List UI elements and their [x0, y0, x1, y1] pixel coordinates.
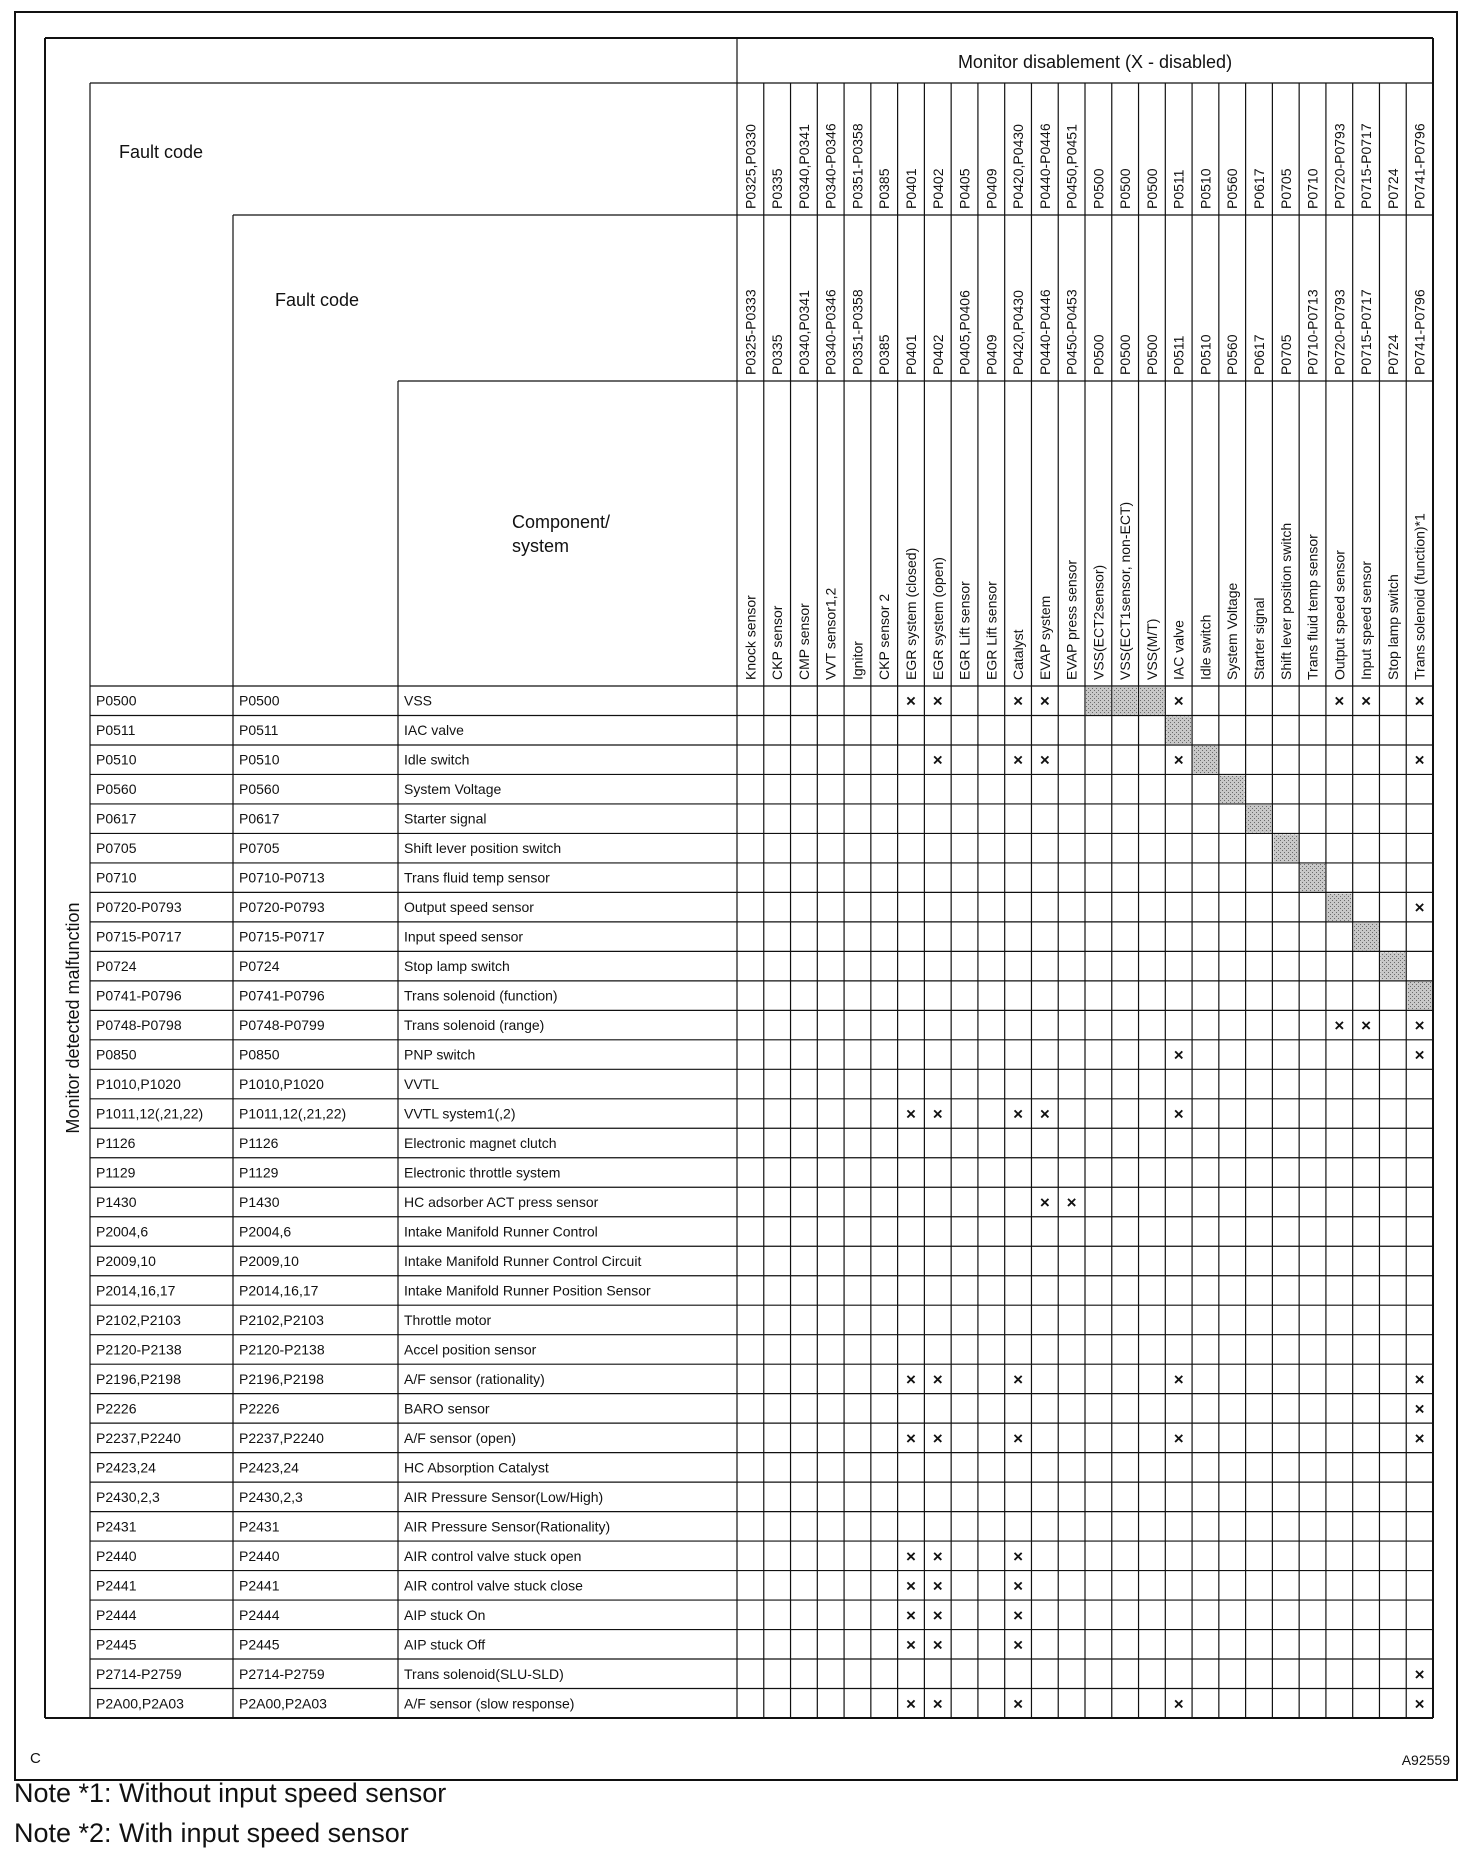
col-component-label: EGR system (closed)	[903, 547, 919, 680]
col-code2-label: P0617	[1251, 334, 1267, 375]
col-component-label: EVAP system	[1036, 595, 1053, 680]
disable-mark: ×	[1013, 691, 1024, 711]
col-code2-label: P0715-P0717	[1358, 289, 1375, 375]
disable-mark: ×	[1414, 898, 1425, 918]
figure-id: A92559	[1401, 1752, 1450, 1768]
row-code1: P0560	[96, 781, 137, 798]
disable-mark: ×	[906, 1635, 916, 1655]
col-code2-label: P0351-P0358	[849, 289, 866, 375]
col-code2-label: P0510	[1197, 334, 1214, 375]
note-1: Note *1: Without input speed sensor	[14, 1778, 447, 1808]
col-code2-label: P0325-P0333	[742, 289, 759, 375]
shaded-cell	[1407, 982, 1432, 1009]
disable-mark: ×	[1013, 1576, 1024, 1596]
shaded-cell	[1193, 746, 1218, 773]
row-code2: P0500	[239, 692, 280, 709]
col-code2-label: P0340-P0346	[822, 289, 839, 375]
col-code2-label: P0710-P0713	[1304, 289, 1321, 375]
disable-mark: ×	[932, 1635, 943, 1655]
row-code2: P2445	[239, 1636, 280, 1653]
col-code1-label: P0440-P0446	[1036, 123, 1053, 209]
row-code2: P2444	[239, 1606, 280, 1623]
row-component: Throttle motor	[404, 1311, 492, 1328]
row-code2: P1010,P1020	[239, 1076, 324, 1093]
col-component-label: Knock sensor	[742, 595, 759, 680]
disable-mark: ×	[906, 1546, 916, 1566]
diagonal-shaded-cells	[1086, 687, 1432, 1009]
col-component-label: EGR Lift sensor	[956, 581, 973, 680]
col-code2-label: P0450-P0453	[1063, 289, 1080, 375]
col-code2-label: P0500	[1143, 334, 1160, 375]
row-code2: P2004,6	[239, 1223, 292, 1240]
disable-mark: ×	[1039, 1104, 1050, 1124]
row-component: AIR control valve stuck close	[404, 1577, 583, 1594]
disable-mark: ×	[1334, 691, 1345, 711]
row-code1: P2226	[96, 1400, 137, 1417]
row-code2: P0715-P0717	[239, 928, 325, 945]
col-component-label: Catalyst	[1010, 629, 1027, 680]
col-component-label: CKP sensor 2	[876, 593, 893, 680]
row-code1: P2120-P2138	[96, 1341, 182, 1358]
component-header-line1: Component/	[512, 512, 611, 532]
row-code2: P0705	[239, 840, 280, 857]
row-code1: P2445	[96, 1636, 137, 1653]
col-code2-label: P0500	[1117, 334, 1134, 375]
col-code2-label: P0335	[769, 334, 786, 375]
disable-mark: ×	[906, 1369, 916, 1389]
row-code2: P2430,2,3	[239, 1488, 303, 1505]
disable-mark: ×	[1334, 1016, 1345, 1036]
row-component: PNP switch	[404, 1046, 476, 1063]
disable-mark: ×	[1414, 750, 1425, 770]
row-code2: P1129	[239, 1164, 279, 1181]
row-code2: P0617	[239, 810, 280, 827]
row-code1: P0705	[96, 840, 137, 857]
col-component-label: VSS(ECT1sensor, non-ECT)	[1117, 501, 1134, 680]
col-component-label: Shift lever position switch	[1277, 522, 1294, 680]
row-component: Intake Manifold Runner Position Sensor	[404, 1282, 651, 1299]
row-code1: P2009,10	[96, 1252, 156, 1269]
row-code2: P2009,10	[239, 1252, 299, 1269]
row-code1: P0748-P0798	[96, 1017, 182, 1034]
col-component-label: CMP sensor	[795, 603, 812, 680]
col-code1-label: P0741-P0796	[1411, 123, 1428, 209]
row-code2: P2441	[239, 1577, 280, 1594]
fault-code-header-2: Fault code	[275, 290, 360, 310]
fault-code-header-1: Fault code	[119, 142, 204, 162]
col-component-label: VSS(M/T)	[1143, 618, 1160, 680]
col-component-label: VVT sensor1,2	[822, 587, 839, 680]
disable-mark: ×	[1013, 750, 1024, 770]
row-code1: P2004,6	[96, 1223, 149, 1240]
row-component: IAC valve	[404, 722, 464, 739]
col-code1-label: P0351-P0358	[849, 123, 866, 209]
shaded-cell	[1247, 805, 1272, 832]
disable-mark: ×	[932, 750, 943, 770]
monitor-disablement-title: Monitor disablement (X - disabled)	[957, 52, 1233, 72]
col-code1-label: P0401	[903, 168, 919, 209]
col-code2-label: P0500	[1090, 334, 1107, 375]
col-code2-label: P0705	[1277, 334, 1294, 375]
disable-mark: ×	[1173, 750, 1184, 770]
row-component: HC Absorption Catalyst	[404, 1459, 549, 1476]
shaded-cell	[1300, 864, 1325, 891]
col-code1-label: P0340-P0346	[822, 123, 839, 209]
shaded-cell	[1086, 687, 1111, 714]
disable-mark: ×	[932, 691, 943, 711]
shaded-cell	[1354, 923, 1379, 950]
row-code1: P2714-P2759	[96, 1665, 182, 1682]
col-code1-label: P0720-P0793	[1331, 123, 1348, 209]
col-component-label: Ignitor	[849, 641, 866, 680]
row-code1: P0724	[96, 958, 137, 975]
disable-mark: ×	[1013, 1369, 1024, 1389]
disable-mark: ×	[1361, 691, 1372, 711]
disable-mark: ×	[906, 1694, 916, 1714]
shaded-cell	[1220, 775, 1245, 802]
row-code1: P1129	[96, 1164, 136, 1181]
row-code1: P2430,2,3	[96, 1488, 160, 1505]
col-code2-label: P0720-P0793	[1331, 289, 1348, 375]
disable-mark: ×	[1173, 1104, 1184, 1124]
row-component: Trans solenoid(SLU-SLD)	[404, 1665, 564, 1682]
row-code2: P2A00,P2A03	[239, 1695, 327, 1712]
row-code2: P2120-P2138	[239, 1341, 325, 1358]
row-labels	[96, 693, 651, 1712]
row-code2: P2431	[239, 1518, 280, 1535]
row-component: Trans fluid temp sensor	[404, 869, 550, 886]
disable-mark: ×	[906, 1428, 916, 1448]
col-component-label: Output speed sensor	[1331, 550, 1348, 680]
row-code2: P2196,P2198	[239, 1370, 324, 1387]
row-component: Electronic throttle system	[404, 1164, 561, 1181]
row-code1: P2431	[96, 1518, 137, 1535]
row-code2: P2237,P2240	[239, 1429, 324, 1446]
disable-mark: ×	[1013, 1694, 1024, 1714]
row-code1: P0500	[96, 692, 137, 709]
row-component: Starter signal	[404, 810, 487, 827]
col-code1-label: P0511	[1170, 169, 1187, 209]
side-label: Monitor detected malfunction	[63, 902, 83, 1134]
row-code2: P0748-P0799	[239, 1017, 325, 1034]
col-code1-label: P0420,P0430	[1010, 124, 1027, 209]
col-code1-label: P0724	[1384, 168, 1401, 209]
disable-mark: ×	[932, 1546, 943, 1566]
disable-mark: ×	[932, 1104, 943, 1124]
col-code2-label: P0405,P0406	[956, 290, 973, 375]
row-code1: P0720-P0793	[96, 899, 182, 916]
disable-mark: ×	[1066, 1193, 1077, 1212]
col-code2-label: P0511	[1170, 335, 1187, 375]
disable-mark: ×	[1414, 691, 1425, 711]
col-code2-label: P0741-P0796	[1411, 289, 1428, 375]
shaded-cell	[1380, 952, 1405, 979]
row-component: BARO sensor	[404, 1400, 490, 1417]
row-code1: P2237,P2240	[96, 1429, 181, 1446]
row-code2: P0560	[239, 781, 280, 798]
disable-mark: ×	[1013, 1546, 1024, 1566]
row-code2: P2423,24	[239, 1459, 299, 1476]
row-component: Accel position sensor	[404, 1341, 537, 1358]
component-header-line2: system	[512, 536, 570, 556]
row-component: System Voltage	[404, 781, 502, 798]
shaded-cell	[1140, 687, 1165, 714]
row-code1: P0741-P0796	[96, 987, 182, 1004]
col-component-label: Trans fluid temp sensor	[1304, 534, 1321, 680]
col-component-label: VSS(ECT2sensor)	[1090, 564, 1107, 680]
row-code2: P0741-P0796	[239, 987, 325, 1004]
disable-mark: ×	[932, 1369, 943, 1389]
disable-mark: ×	[1414, 1369, 1425, 1389]
row-component: HC adsorber ACT press sensor	[404, 1194, 599, 1210]
col-code2-label: P0560	[1224, 334, 1241, 375]
disable-mark: ×	[1039, 1193, 1050, 1212]
col-code1-label: P0510	[1197, 168, 1214, 209]
row-code2: P1430	[239, 1194, 280, 1210]
row-component: VVTL system1(,2)	[404, 1105, 516, 1122]
col-component-label: Starter signal	[1251, 597, 1267, 680]
col-code1-label: P0335	[769, 168, 786, 209]
col-code2-label: P0385	[876, 334, 893, 375]
row-code1: P1010,P1020	[96, 1076, 181, 1093]
row-component: A/F sensor (slow response)	[404, 1695, 575, 1712]
row-component: Stop lamp switch	[404, 958, 510, 975]
row-code1: P2196,P2198	[96, 1370, 181, 1387]
row-code2: P1126	[239, 1135, 279, 1152]
disable-mark: ×	[906, 1576, 916, 1596]
col-code1-label: P0325,P0330	[742, 124, 759, 209]
col-component-label: Input speed sensor	[1358, 560, 1375, 680]
row-code1: P2440	[96, 1547, 137, 1564]
row-component: AIP stuck Off	[404, 1636, 486, 1653]
col-code1-label: P0500	[1117, 168, 1134, 209]
disable-mark: ×	[1414, 1016, 1425, 1036]
disable-mark: ×	[1173, 1045, 1184, 1065]
row-code2: P0720-P0793	[239, 899, 325, 916]
disable-mark: ×	[1414, 1045, 1425, 1065]
col-code2-label: P0420,P0430	[1010, 290, 1027, 375]
row-code1: P2423,24	[96, 1459, 156, 1476]
col-code2-label: P0401	[903, 334, 919, 375]
disable-mark: ×	[1039, 750, 1050, 770]
row-code2: P0710-P0713	[239, 869, 325, 886]
disable-mark: ×	[932, 1428, 943, 1448]
shaded-cell	[1113, 687, 1138, 714]
row-component: A/F sensor (open)	[404, 1429, 517, 1446]
disable-mark: ×	[1173, 1694, 1184, 1714]
row-code2: P2014,16,17	[239, 1282, 319, 1299]
col-component-label: Stop lamp switch	[1384, 574, 1401, 680]
disable-mark: ×	[906, 1605, 916, 1625]
col-component-label: Idle switch	[1197, 614, 1214, 680]
row-component: Trans solenoid (function)	[404, 987, 558, 1004]
corner-letter: C	[30, 1750, 41, 1767]
disable-mark: ×	[1361, 1016, 1372, 1036]
col-component-label: EGR system (open)	[929, 557, 946, 680]
row-code2: P0724	[239, 958, 280, 975]
col-component-label: Trans solenoid (function)*1	[1411, 513, 1428, 680]
col-code2-label: P0409	[983, 334, 1000, 375]
disable-mark: ×	[1414, 1664, 1425, 1684]
row-component: VVTL	[404, 1076, 440, 1093]
row-component: AIR Pressure Sensor(Rationality)	[404, 1518, 611, 1535]
row-component: A/F sensor (rationality)	[404, 1370, 545, 1387]
row-code1: P0715-P0717	[96, 928, 182, 945]
shaded-cell	[1327, 893, 1352, 920]
row-code2: P0510	[239, 751, 280, 768]
col-component-label: EGR Lift sensor	[983, 581, 1000, 680]
col-code1-label: P0450,P0451	[1063, 124, 1080, 209]
col-code1-label: P0500	[1090, 168, 1107, 209]
row-code2: P2102,P2103	[239, 1311, 324, 1328]
col-code1-label: P0715-P0717	[1358, 123, 1375, 209]
row-code1: P2444	[96, 1606, 137, 1623]
disable-mark: ×	[1414, 1399, 1425, 1419]
col-code1-label: P0705	[1277, 168, 1294, 209]
row-component: Trans solenoid (range)	[404, 1017, 545, 1034]
col-code1-label: P0560	[1224, 168, 1241, 209]
row-component: VSS	[404, 692, 433, 709]
row-code1: P1011,12(,21,22)	[96, 1105, 204, 1122]
disable-mark: ×	[1173, 1428, 1184, 1448]
disable-mark: ×	[932, 1605, 943, 1625]
disable-mark: ×	[1414, 1694, 1425, 1714]
row-component: AIR Pressure Sensor(Low/High)	[404, 1488, 604, 1505]
row-code2: P2714-P2759	[239, 1665, 325, 1682]
row-component: Output speed sensor	[404, 899, 534, 916]
col-code1-label: P0405	[956, 168, 973, 209]
row-code1: P1430	[96, 1194, 137, 1210]
row-component: Idle switch	[404, 751, 470, 768]
disable-mark: ×	[1013, 1428, 1024, 1448]
disable-mark: ×	[906, 691, 916, 711]
disable-mark: ×	[1039, 691, 1050, 711]
col-code1-label: P0617	[1251, 168, 1267, 209]
col-component-label: System Voltage	[1224, 582, 1241, 680]
col-code2-label: P0440-P0446	[1036, 289, 1053, 375]
row-component: AIR control valve stuck open	[404, 1547, 582, 1564]
row-component: Shift lever position switch	[404, 840, 562, 857]
row-code2: P2440	[239, 1547, 280, 1564]
row-code1: P0510	[96, 751, 137, 768]
row-code1: P0511	[96, 722, 136, 739]
col-code2-label: P0340,P0341	[795, 290, 812, 375]
shaded-cell	[1273, 834, 1298, 861]
col-code1-label: P0500	[1143, 168, 1160, 209]
row-code1: P2441	[96, 1577, 137, 1594]
col-code1-label: P0340,P0341	[795, 124, 812, 209]
col-code2-label: P0402	[929, 334, 946, 375]
row-component: Input speed sensor	[404, 928, 524, 945]
row-code2: P0850	[239, 1046, 280, 1063]
row-code1: P0710	[96, 869, 137, 886]
row-component: AIP stuck On	[404, 1606, 486, 1623]
row-component: Intake Manifold Runner Control Circuit	[404, 1252, 642, 1269]
col-code1-label: P0385	[876, 168, 893, 209]
col-code1-label: P0409	[983, 168, 1000, 209]
disable-mark: ×	[1013, 1104, 1024, 1124]
col-code1-label: P0402	[929, 168, 946, 209]
col-component-label: CKP sensor	[769, 605, 786, 680]
row-code1: P0617	[96, 810, 137, 827]
disable-mark: ×	[1173, 691, 1184, 711]
row-code2: P0511	[239, 722, 279, 739]
row-code1: P1126	[96, 1135, 136, 1152]
disable-mark: ×	[932, 1576, 943, 1596]
row-code1: P2A00,P2A03	[96, 1695, 184, 1712]
row-code2: P2226	[239, 1400, 280, 1417]
disable-mark: ×	[932, 1694, 943, 1714]
row-code1: P2102,P2103	[96, 1311, 181, 1328]
disable-mark: ×	[1173, 1369, 1184, 1389]
disable-mark: ×	[1013, 1635, 1024, 1655]
row-code1: P2014,16,17	[96, 1282, 176, 1299]
disable-mark: ×	[1013, 1605, 1024, 1625]
col-code1-label: P0710	[1304, 168, 1321, 209]
col-component-label: IAC valve	[1170, 620, 1187, 680]
disable-mark: ×	[906, 1104, 916, 1124]
row-component: Intake Manifold Runner Control	[404, 1223, 598, 1240]
col-code2-label: P0724	[1384, 334, 1401, 375]
shaded-cell	[1166, 716, 1191, 743]
disable-mark: ×	[1414, 1428, 1425, 1448]
row-code2: P1011,12(,21,22)	[239, 1105, 347, 1122]
col-component-label: EVAP press sensor	[1063, 559, 1080, 680]
row-code1: P0850	[96, 1046, 137, 1063]
row-component: Electronic magnet clutch	[404, 1135, 557, 1152]
note-2: Note *2: With input speed sensor	[14, 1818, 409, 1848]
